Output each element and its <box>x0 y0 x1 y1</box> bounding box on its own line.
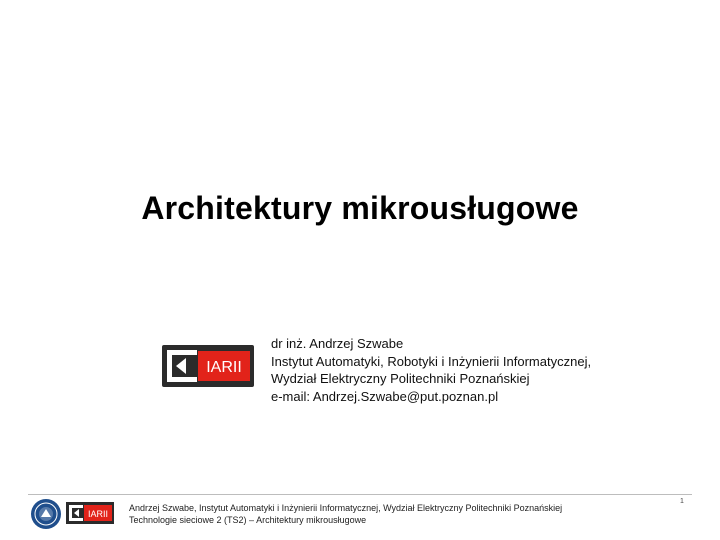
author-institute: Instytut Automatyki, Robotyki i Inżynierii Informatycznej, <box>271 353 592 369</box>
author-info <box>271 335 591 405</box>
footer-text <box>129 502 562 526</box>
iarii-footer-logo <box>66 502 114 524</box>
university-seal-icon <box>30 498 62 530</box>
slide-title: Architektury mikrousługowe <box>141 190 579 226</box>
author-email: e-mail: Andrzej.Szwabe@put.poznan.pl <box>271 388 499 404</box>
author-name: dr inż. Andrzej Szwabe <box>271 336 404 351</box>
footer-logo-text: IARII <box>87 509 109 519</box>
footer-course-line: Technologie sieciowe 2 (TS2) – Architektury mikrousługowe <box>129 515 367 525</box>
page-number: 1 <box>680 498 684 505</box>
logo-text: IARII <box>206 359 242 376</box>
footer-divider <box>28 494 692 495</box>
iarii-logo <box>162 345 254 387</box>
footer-author-line: Andrzej Szwabe, Instytut Automatyki i Inżynierii Informatycznej, Wydział Elektryczny Politechniki Poznańskiej <box>129 503 563 513</box>
author-faculty: Wydział Elektryczny Politechniki Poznańskiej <box>271 371 530 386</box>
